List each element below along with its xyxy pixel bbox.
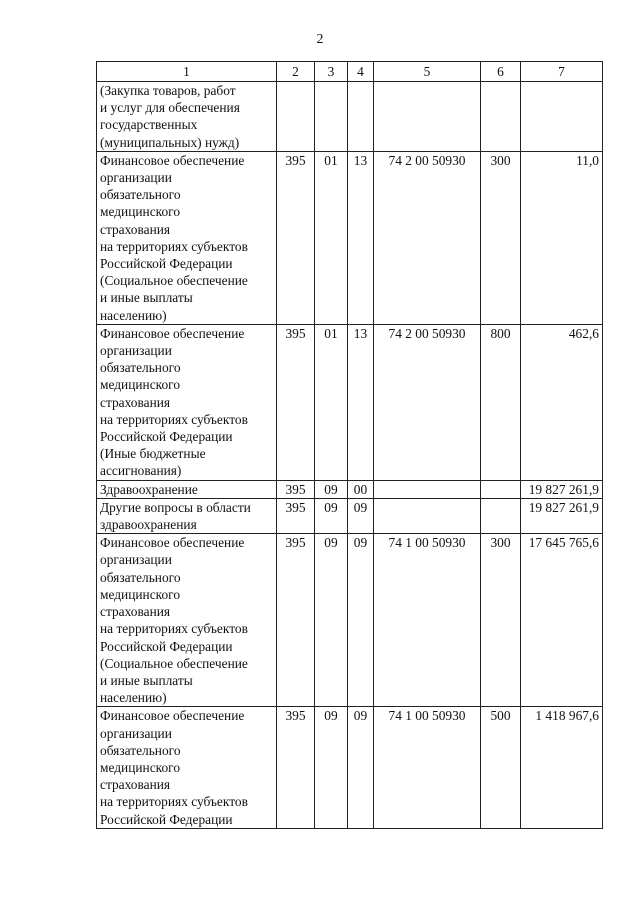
section-code-cell: 01 (315, 151, 348, 324)
table-body (97, 82, 603, 829)
row-name-line: обязательного (100, 742, 181, 758)
row-name-line: Финансовое обеспечение (100, 325, 245, 341)
row-name-cell (97, 480, 277, 498)
row-name-line: Финансовое обеспечение (100, 152, 245, 168)
row-name-line: страхования (100, 221, 171, 237)
subsection-code-cell: 13 (348, 324, 374, 480)
row-name-line: организации (100, 343, 172, 359)
page-number: 2 (316, 32, 324, 47)
expense-type-cell: 500 (481, 707, 521, 828)
row-name-line: Финансовое обеспечение (100, 535, 245, 551)
ministry-code-cell (277, 82, 315, 152)
expense-type-cell: 300 (481, 151, 521, 324)
header-cell: 7 (521, 62, 603, 82)
section-code-cell (315, 82, 348, 152)
row-name-line: (Социальное обеспечение (100, 273, 248, 289)
header-cell: 5 (374, 62, 481, 82)
row-name-line: организации (100, 725, 172, 741)
subsection-code-cell (348, 82, 374, 152)
amount-cell (521, 82, 603, 152)
row-name-line: Российской Федерации (100, 811, 233, 827)
expense-type-cell (481, 480, 521, 498)
table-row (97, 324, 603, 480)
row-name-line: обязательного (100, 569, 181, 585)
table-row (97, 82, 603, 152)
row-name-line: медицинского (100, 204, 181, 220)
ministry-code-cell: 395 (277, 480, 315, 498)
row-name-line: и иные выплаты (100, 672, 193, 688)
row-name-line: Российской Федерации (100, 638, 233, 654)
section-code-cell: 09 (315, 498, 348, 533)
expense-type-cell: 300 (481, 534, 521, 707)
target-article-cell: 74 2 00 50930 (374, 324, 481, 480)
row-name-line: Российской Федерации (100, 256, 233, 272)
table-row (97, 498, 603, 533)
section-code-cell: 09 (315, 534, 348, 707)
row-name-line: Здравоохранение (100, 481, 198, 497)
table-row (97, 151, 603, 324)
expense-type-cell (481, 82, 521, 152)
amount-cell: 1 418 967,6 (521, 707, 603, 828)
target-article-cell: 74 2 00 50930 (374, 151, 481, 324)
row-name-cell (97, 498, 277, 533)
ministry-code-cell: 395 (277, 324, 315, 480)
row-name-line: медицинского (100, 586, 181, 602)
row-name-line: на территориях субъектов (100, 621, 248, 637)
target-article-cell (374, 82, 481, 152)
row-name-cell (97, 151, 277, 324)
row-name-cell (97, 534, 277, 707)
row-name-line: организации (100, 552, 172, 568)
row-name-line: Российской Федерации (100, 429, 233, 445)
row-name-line: и иные выплаты (100, 290, 193, 306)
row-name-line: обязательного (100, 360, 181, 376)
row-name-line: страхования (100, 394, 171, 410)
row-name-line: медицинского (100, 377, 181, 393)
row-name-line: на территориях субъектов (100, 411, 248, 427)
expense-type-cell: 800 (481, 324, 521, 480)
ministry-code-cell: 395 (277, 151, 315, 324)
subsection-code-cell: 00 (348, 480, 374, 498)
table-row (97, 480, 603, 498)
budget-table (96, 61, 603, 829)
row-name-line: ассигнования) (100, 463, 182, 479)
amount-cell: 17 645 765,6 (521, 534, 603, 707)
row-name-line: (Социальное обеспечение (100, 655, 248, 671)
row-name-cell (97, 82, 277, 152)
row-name-line: государственных (100, 117, 198, 133)
row-name-line: страхования (100, 604, 171, 620)
subsection-code-cell: 09 (348, 498, 374, 533)
header-cell: 2 (277, 62, 315, 82)
row-name-line: населению) (100, 690, 167, 706)
expense-type-cell (481, 498, 521, 533)
ministry-code-cell: 395 (277, 498, 315, 533)
row-name-line: и услуг для обеспечения (100, 100, 240, 116)
row-name-line: (Иные бюджетные (100, 446, 206, 462)
target-article-cell: 74 1 00 50930 (374, 534, 481, 707)
section-code-cell: 09 (315, 707, 348, 828)
amount-cell: 11,0 (521, 151, 603, 324)
row-name-line: организации (100, 170, 172, 186)
table-header-row (97, 62, 603, 82)
subsection-code-cell: 09 (348, 707, 374, 828)
ministry-code-cell: 395 (277, 534, 315, 707)
subsection-code-cell: 09 (348, 534, 374, 707)
target-article-cell (374, 480, 481, 498)
target-article-cell: 74 1 00 50930 (374, 707, 481, 828)
row-name-line: здравоохранения (100, 517, 197, 533)
amount-cell: 19 827 261,9 (521, 498, 603, 533)
row-name-line: обязательного (100, 187, 181, 203)
amount-cell: 19 827 261,9 (521, 480, 603, 498)
row-name-cell (97, 324, 277, 480)
row-name-line: Другие вопросы в области (100, 499, 251, 515)
row-name-line: населению) (100, 307, 167, 323)
row-name-line: на территориях субъектов (100, 238, 248, 254)
row-name-line: (Закупка товаров, работ (100, 83, 236, 98)
header-cell: 4 (348, 62, 374, 82)
row-name-line: Финансовое обеспечение (100, 708, 245, 724)
header-cell: 3 (315, 62, 348, 82)
table-row (97, 534, 603, 707)
row-name-line: на территориях субъектов (100, 794, 248, 810)
amount-cell: 462,6 (521, 324, 603, 480)
section-code-cell: 09 (315, 480, 348, 498)
header-cell: 1 (97, 62, 277, 82)
table-row (97, 707, 603, 828)
row-name-line: медицинского (100, 759, 181, 775)
subsection-code-cell: 13 (348, 151, 374, 324)
row-name-line: (муниципальных) нужд) (100, 134, 240, 150)
ministry-code-cell: 395 (277, 707, 315, 828)
target-article-cell (374, 498, 481, 533)
row-name-line: страхования (100, 777, 171, 793)
section-code-cell: 01 (315, 324, 348, 480)
row-name-cell (97, 707, 277, 828)
header-cell: 6 (481, 62, 521, 82)
